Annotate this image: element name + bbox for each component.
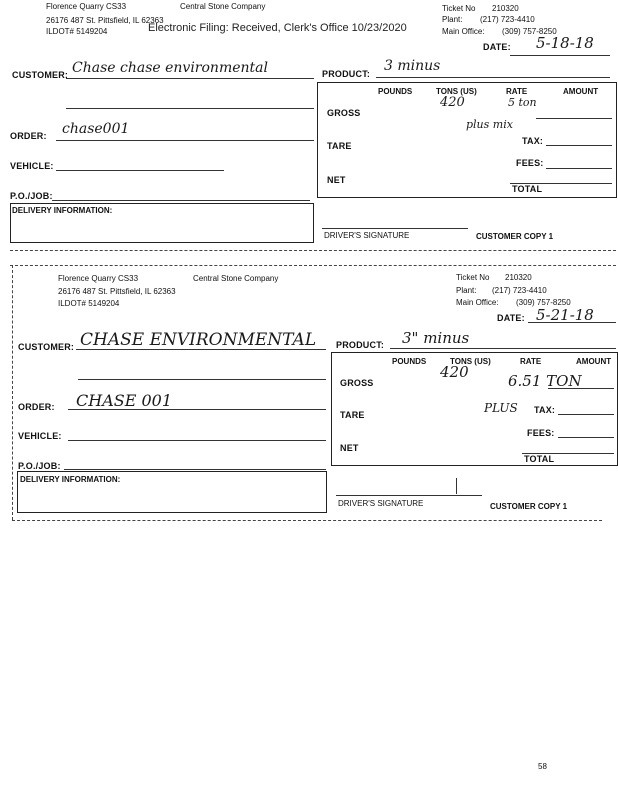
main-office-label: Main Office: xyxy=(456,298,499,307)
signature-mark xyxy=(456,478,457,494)
po-label: P.O./JOB: xyxy=(18,461,61,471)
product-value: 3 minus xyxy=(384,58,441,74)
date-value: 5-21-18 xyxy=(536,306,594,324)
total-label: TOTAL xyxy=(512,184,543,194)
po-label: P.O./JOB: xyxy=(10,191,53,201)
ticket-no: 210320 xyxy=(505,273,532,282)
date-label: DATE: xyxy=(483,42,511,52)
ildot: ILDOT# 5149204 xyxy=(58,299,120,308)
company-center: Central Stone Company xyxy=(193,274,279,283)
tare-note: plus mix xyxy=(466,118,513,131)
customer-copy: CUSTOMER COPY 1 xyxy=(490,502,568,511)
ticket-no: 210320 xyxy=(492,4,519,13)
tare-label: TARE xyxy=(327,141,352,151)
fees-label: FEES: xyxy=(516,158,544,168)
delivery-label: DELIVERY INFORMATION: xyxy=(20,475,121,484)
order-label: ORDER: xyxy=(18,402,55,412)
customer-copy: CUSTOMER COPY 1 xyxy=(476,232,554,241)
weight-box xyxy=(331,352,618,466)
col-pounds: POUNDS xyxy=(378,87,413,96)
ildot: ILDOT# 5149204 xyxy=(46,27,108,36)
col-amount: AMOUNT xyxy=(563,87,599,96)
gross-label: GROSS xyxy=(340,378,374,388)
product-label: PRODUCT: xyxy=(322,69,371,79)
product-label: PRODUCT: xyxy=(336,340,385,350)
vehicle-label: VEHICLE: xyxy=(10,161,54,171)
gross-label: GROSS xyxy=(327,108,361,118)
company-center: Central Stone Company xyxy=(180,2,266,11)
order-value: chase001 xyxy=(62,121,130,137)
net-label: NET xyxy=(327,175,346,185)
vehicle-label: VEHICLE: xyxy=(18,431,62,441)
filing-stamp: Electronic Filing: Received, Clerk's Office 10/23/2020 xyxy=(148,22,407,34)
plant-phone: (217) 723-4410 xyxy=(492,286,547,295)
customer-value: CHASE ENVIRONMENTAL xyxy=(80,330,317,350)
col-tons: TONS (US) xyxy=(436,87,477,96)
date-value: 5-18-18 xyxy=(536,34,594,52)
tear-line xyxy=(12,520,602,521)
date-label: DATE: xyxy=(497,313,525,323)
rate-value: 5 ton xyxy=(508,96,537,109)
col-amount: AMOUNT xyxy=(576,357,612,366)
plant-label: Plant: xyxy=(442,15,463,24)
order-value: CHASE 001 xyxy=(76,391,173,410)
page-mark: 58 xyxy=(538,762,547,771)
net-label: NET xyxy=(340,443,359,453)
ticket-no-label: Ticket No xyxy=(442,4,476,13)
driver-signature-label: DRIVER'S SIGNATURE xyxy=(338,499,424,508)
customer-label: CUSTOMER: xyxy=(18,342,75,352)
tax-label: TAX: xyxy=(534,405,556,415)
weight-box xyxy=(317,82,617,198)
delivery-label: DELIVERY INFORMATION: xyxy=(12,206,113,215)
tax-label: TAX: xyxy=(522,136,544,146)
main-office-label: Main Office: xyxy=(442,27,485,36)
tear-line-left xyxy=(12,265,13,520)
company-left: Florence Quarry CS33 xyxy=(58,274,139,283)
col-rate: RATE xyxy=(520,357,542,366)
driver-signature-label: DRIVER'S SIGNATURE xyxy=(324,231,410,240)
main-office-phone: (309) 757-8250 xyxy=(516,298,571,307)
plant-label: Plant: xyxy=(456,286,477,295)
tear-line xyxy=(10,265,616,266)
col-tons: TONS (US) xyxy=(450,357,491,366)
tons-value: 420 xyxy=(440,363,469,381)
address: 26176 487 St. Pittsfield, IL 62363 xyxy=(46,16,164,25)
col-pounds: POUNDS xyxy=(392,357,427,366)
tear-line xyxy=(10,250,616,251)
tons-value: 420 xyxy=(440,95,465,110)
customer-value: Chase chase environmental xyxy=(72,60,268,76)
plant-phone: (217) 723-4410 xyxy=(480,15,535,24)
product-value: 3" minus xyxy=(402,329,470,347)
customer-label: CUSTOMER: xyxy=(12,70,69,80)
tare-note: PLUS xyxy=(484,401,518,415)
tare-label: TARE xyxy=(340,410,365,420)
order-label: ORDER: xyxy=(10,131,47,141)
col-rate: RATE xyxy=(506,87,528,96)
rate-value: 6.51 TON xyxy=(508,372,582,390)
fees-label: FEES: xyxy=(527,428,555,438)
total-label: TOTAL xyxy=(524,454,555,464)
address: 26176 487 St. Pittsfield, IL 62363 xyxy=(58,287,176,296)
company-left: Florence Quarry CS33 xyxy=(46,2,127,11)
ticket-no-label: Ticket No xyxy=(456,273,490,282)
main-office-phone: (309) 757-8250 xyxy=(502,27,557,36)
